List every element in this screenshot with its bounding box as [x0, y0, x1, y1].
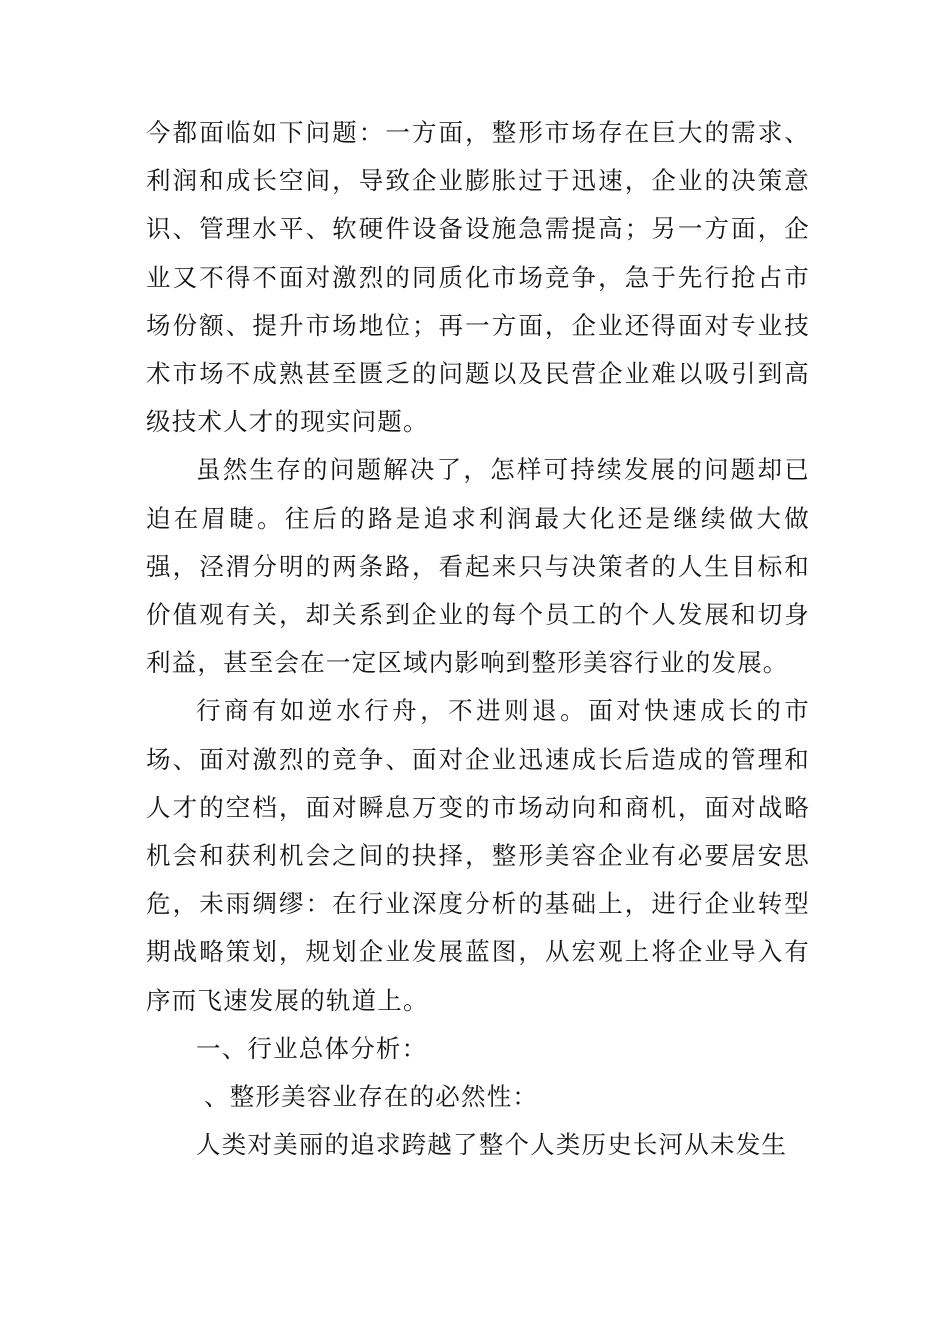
- paragraph-continued: 今都面临如下问题：一方面，整形市场存在巨大的需求、利润和成长空间，导致企业膨胀过于迅速，企业的决策意识、管理水平、软硬件设备设施急需提高；另一方面，企业又不得不面对激烈的同质化市场竞争，急于先行抢占市场份额、提升市场地位；再一方面，企业还得面对专业技术市场不成熟甚至匮乏的问题以及民营企业难以吸引到高级技术人才的现实问题。: [146, 118, 810, 437]
- section-heading: 一、行业总体分析：: [196, 1033, 428, 1063]
- subsection-heading: 、整形美容业存在的必然性：: [204, 1082, 539, 1112]
- paragraph-sustainability: 虽然生存的问题解决了，怎样可持续发展的问题却已迫在眉睫。往后的路是追求利润最大化还是继续做大做强，泾渭分明的两条路，看起来只与决策者的人生目标和价值观有关，却关系到企业的每个员工的个人发展和切身利益，甚至会在一定区域内影响到整形美容行业的发展。: [146, 455, 810, 678]
- document-body: [146, 109, 810, 1169]
- paragraph-beauty-pursuit: 人类对美丽的追求跨越了整个人类历史长河从未发生: [196, 1130, 788, 1160]
- paragraph-strategy: 行商有如逆水行舟，不进则退。面对快速成长的市场、面对激烈的竞争、面对企业迅速成长后造成的管理和人才的空档，面对瞬息万变的市场动向和商机，面对战略机会和获利机会之间的抉择，整形美容企业有必要居安思危，未雨绸缪：在行业深度分析的基础上，进行企业转型期战略策划，规划企业发展蓝图，从宏观上将企业导入有序而飞速发展的轨道上。: [146, 696, 810, 1015]
